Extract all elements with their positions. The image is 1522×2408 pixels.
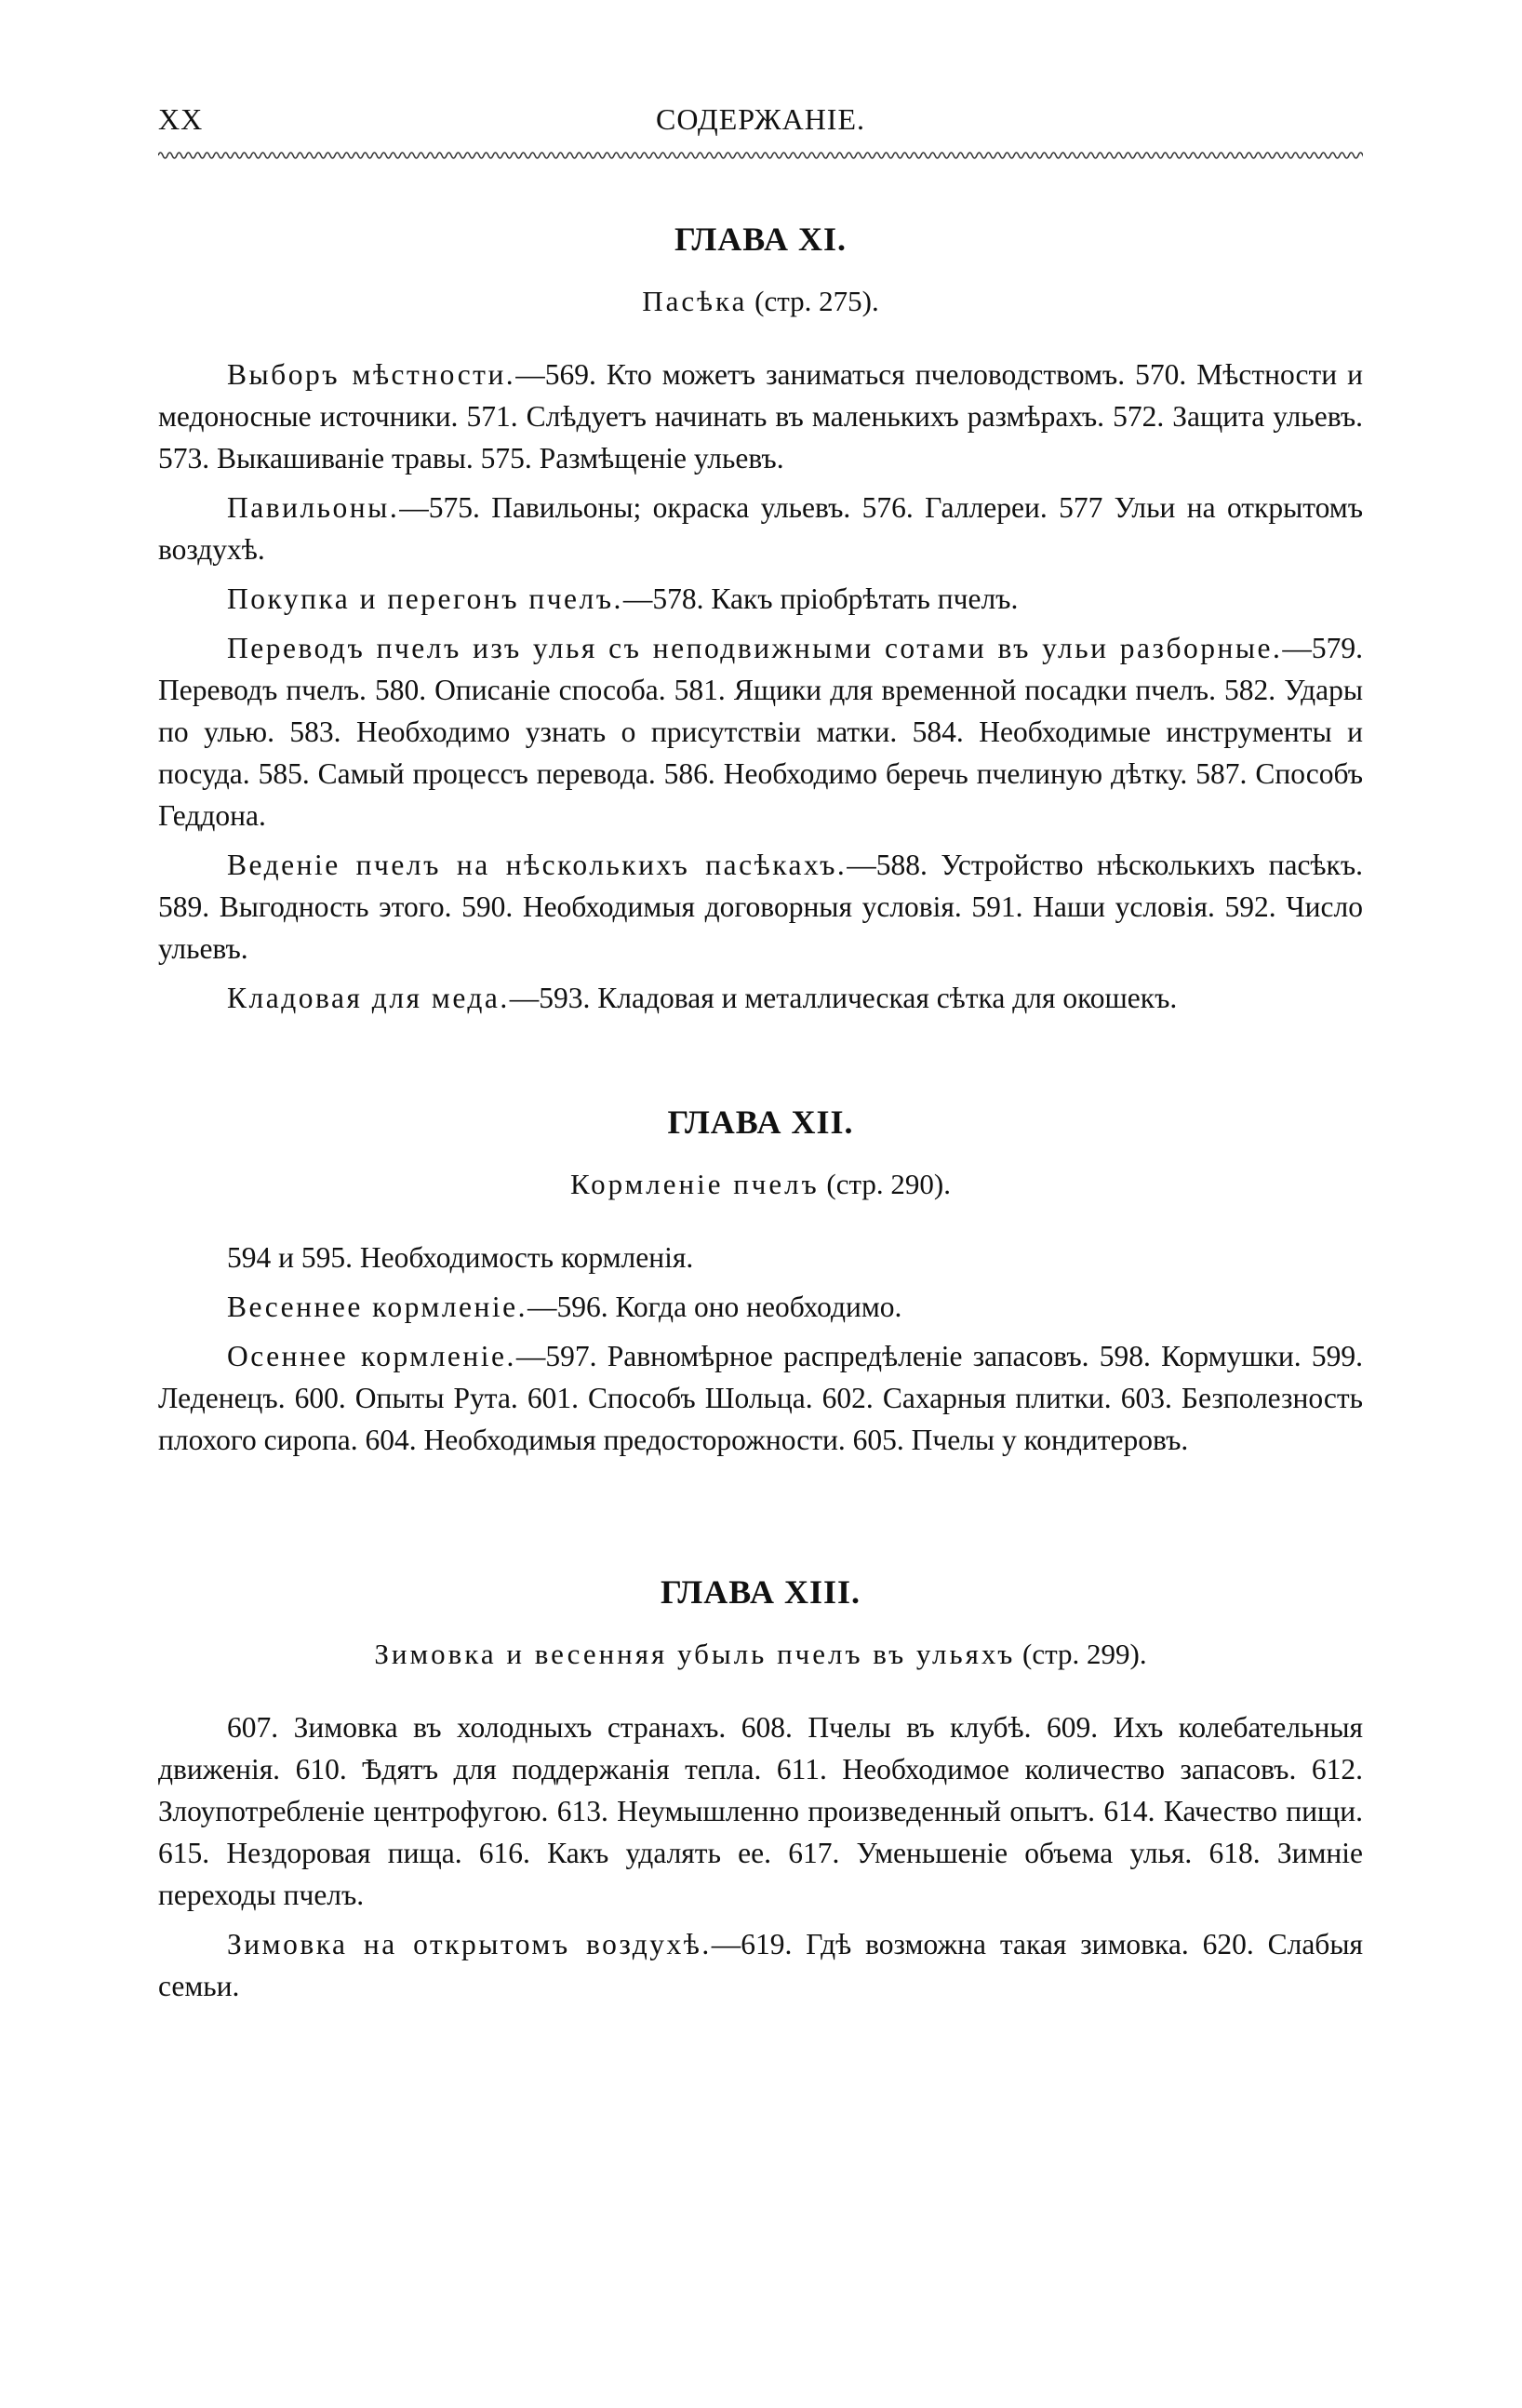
toc-paragraph xyxy=(158,844,1363,970)
toc-paragraph xyxy=(158,487,1363,570)
chapter-xiii xyxy=(158,1572,1363,2007)
chapter-xii xyxy=(158,1103,1363,1461)
paragraph-text: —569. Кто можетъ заниматься пчеловодствомъ. 570. Мѣстности и медоносные источники. 571. Слѣдуетъ начинать въ маленькихъ размѣрахъ. 572. Защита ульевъ. 573. Выкашиваніе травы. 575. Размѣщеніе ульевъ. xyxy=(158,358,1363,475)
wavy-rule xyxy=(158,149,1363,162)
toc-paragraph xyxy=(158,1237,1363,1278)
paragraph-lead: Осеннее кормленіе. xyxy=(227,1340,516,1372)
paragraph-lead: Выборъ мѣстности. xyxy=(227,358,516,391)
chapter-subtitle-page: (стр. 299). xyxy=(1015,1638,1147,1670)
paragraph-lead: Переводъ пчелъ изъ улья съ неподвижными сотами въ ульи разборные. xyxy=(227,632,1283,664)
page xyxy=(158,102,1363,2014)
paragraph-text: —579. Переводъ пчелъ. 580. Описаніе способа. 581. Ящики для временной посадки пчелъ. 582. Удары по улью. 583. Необходимо узнать о присутствіи матки. 584. Необходимые инструменты и посуда. 585. Самый процессъ перевода. 586. Необходимо беречь пчелиную дѣтку. 587. Способъ Геддона. xyxy=(158,632,1363,832)
chapter-heading: ГЛАВА XII. xyxy=(667,1104,854,1141)
paragraph-text: —619. Гдѣ возможна такая зимовка. 620. Слабыя семьи. xyxy=(158,1928,1363,2002)
paragraph-lead: Павильоны. xyxy=(227,491,400,524)
paragraph-text: —593. Кладовая и металлическая сѣтка для окошекъ. xyxy=(509,982,1178,1014)
chapter-subtitle-page: (стр. 290). xyxy=(819,1168,951,1200)
chapter-heading: ГЛАВА XI. xyxy=(674,221,848,258)
paragraph-text: —578. Какъ пріобрѣтать пчелъ. xyxy=(622,582,1019,615)
chapter-heading: ГЛАВА XIII. xyxy=(660,1573,861,1611)
toc-paragraph xyxy=(158,578,1363,620)
paragraph-lead: Кладовая для меда. xyxy=(227,982,510,1014)
toc-paragraph xyxy=(158,1286,1363,1328)
running-head xyxy=(158,102,1363,143)
chapter-subtitle-lead: Кормленіе пчелъ xyxy=(569,1168,820,1200)
paragraph-text: —596. Когда оно необходимо. xyxy=(527,1291,902,1323)
chapter-subtitle xyxy=(158,1638,1363,1671)
paragraph-text: —588. Устройство нѣсколькихъ пасѣкъ. 589. Выгодность этого. 590. Необходимыя договорныя условія. 591. Наши условія. 592. Число ульевъ. xyxy=(158,849,1363,965)
toc-paragraph xyxy=(158,1335,1363,1461)
toc-paragraph xyxy=(158,1706,1363,1916)
toc-paragraph xyxy=(158,627,1363,836)
toc-paragraph xyxy=(158,354,1363,479)
chapter-subtitle xyxy=(158,1168,1363,1201)
paragraph-text: —575. Павильоны; окраска ульевъ. 576. Галлереи. 577 Ульи на открытомъ воздухѣ. xyxy=(158,491,1363,566)
chapter-subtitle-lead: Пасѣка xyxy=(642,285,748,317)
paragraph-lead: Веденіе пчелъ на нѣсколькихъ пасѣкахъ. xyxy=(227,849,848,881)
paragraph-text: 607. Зимовка въ холодныхъ странахъ. 608. Пчелы въ клубѣ. 609. Ихъ колебательныя движенія. 610. Ѣдятъ для поддержанія тепла. 611. Необходимое количество запасовъ. 612. Злоупотребленіе центрофугою. 613. Неумышленно произведенный опытъ. 614. Качество пищи. 615. Нездоровая пища. 616. Какъ удалять ее. 617. Уменьшеніе объема улья. 618. Зимніе переходы пчелъ. xyxy=(158,1711,1363,1911)
paragraph-lead: Зимовка на открытомъ воздухѣ. xyxy=(227,1928,712,1960)
chapter-xi xyxy=(158,220,1363,1019)
toc-paragraph xyxy=(158,1923,1363,2007)
toc-paragraph xyxy=(158,977,1363,1019)
paragraph-lead: Весеннее кормленіе. xyxy=(227,1291,528,1323)
paragraph-lead: Покупка и перегонъ пчелъ. xyxy=(227,582,623,615)
paragraph-text: —597. Равномѣрное распредѣленіе запасовъ. 598. Кормушки. 599. Леденецъ. 600. Опыты Рута. 601. Способъ Шольца. 602. Сахарныя плитки. 603. Безполезность плохого сиропа. 604. Необходимыя предосторожности. 605. Пчелы у кондитеровъ. xyxy=(158,1340,1363,1456)
chapter-subtitle xyxy=(158,285,1363,318)
chapter-subtitle-page: (стр. 275). xyxy=(747,285,879,317)
paragraph-text: 594 и 595. Необходимость кормленія. xyxy=(227,1241,694,1274)
page-title: СОДЕРЖАНІЕ. xyxy=(656,102,865,136)
page-number: XX xyxy=(158,102,204,136)
chapter-subtitle-lead: Зимовка и весенняя убыль пчелъ въ ульяхъ xyxy=(374,1638,1016,1670)
